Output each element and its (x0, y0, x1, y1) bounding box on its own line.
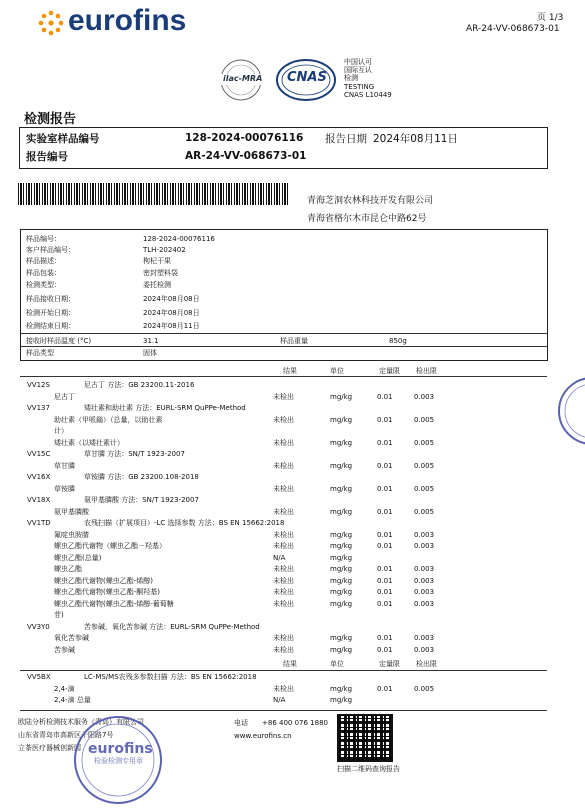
loq-value: 0.01 (377, 542, 393, 550)
footer-phone-label: 电话 (234, 719, 248, 727)
sample-value-8: 2024年08月11日 (143, 322, 200, 330)
result-value: 未检出 (273, 576, 294, 585)
col-result-header-2: 结果 (283, 660, 297, 668)
seal-text: 检验检测专用章 (94, 757, 143, 765)
result-value: N/A (273, 553, 286, 562)
result-value: 未检出 (273, 565, 294, 573)
loq-value: 0.01 (377, 588, 393, 596)
analyte-name: 氟啶虫胺腈 (54, 530, 89, 539)
method-code: VV5BX (27, 673, 51, 681)
loq-value: 0.01 (377, 599, 393, 608)
cert-line-1: 中国认可 (344, 58, 372, 66)
analyte-name: 2,4-滴 总量 (54, 696, 91, 704)
footer-company: 欧陆分析检测技术服务（青岛）有限公司 (18, 718, 144, 726)
report-no-label: 报告编号 (26, 151, 68, 163)
result-value: 未检出 (273, 599, 294, 608)
lod-value: 0.003 (414, 542, 435, 550)
lod-value: 0.005 (414, 507, 435, 516)
method-description: 农残扫描（扩展项目）-LC 选择参数 方法：BS EN 15662:2018 (84, 519, 285, 527)
analyte-name: 氨甲基膦酸 (54, 507, 89, 516)
analyte-name: 螺虫乙酯代谢物（螺虫乙酯－羟基） (54, 542, 166, 550)
lod-value: 0.003 (414, 645, 435, 654)
table-row (0, 508, 585, 519)
unit-value: mg/kg (330, 696, 353, 704)
lod-value: 0.003 (414, 530, 435, 539)
unit-value: mg/kg (330, 576, 353, 585)
method-code: VV1TD (27, 519, 51, 527)
lod-value: 0.003 (414, 599, 435, 608)
cert-line-5: CNAS L10449 (344, 91, 392, 99)
unit-value: mg/kg (330, 484, 353, 493)
table-row (0, 577, 585, 588)
method-description: 氨甲基膦酸 方法：SN/T 1923-2007 (84, 496, 199, 504)
receipt-weight-value: 850g (389, 337, 407, 345)
table-row (0, 519, 585, 530)
report-date-value: 2024年08月11日 (373, 133, 458, 145)
method-description: 苦参碱，氧化苦参碱 方法：EURL-SRM QuPPe-Method (84, 622, 260, 631)
col-unit-header-2: 单位 (330, 660, 344, 668)
table-row (0, 404, 585, 415)
method-description: 尼古丁 方法：GB 23200.11-2016 (84, 381, 195, 389)
sample-value-2: TLH-202402 (143, 246, 186, 254)
result-value: 未检出 (273, 461, 294, 470)
table-row (0, 473, 585, 484)
sample-value-4: 密封塑料袋 (143, 269, 178, 277)
barcode-image (18, 183, 290, 205)
result-value: 未检出 (273, 542, 294, 550)
sample-value-6: 2024年08月08日 (143, 295, 200, 303)
result-value: 未检出 (273, 484, 294, 493)
unit-value: mg/kg (330, 542, 353, 550)
side-seal-fragment-icon (558, 376, 585, 446)
col-lod-header-2: 检出限 (416, 660, 437, 668)
method-code: VV12S (27, 381, 50, 389)
analyte-name: 助壮素（甲哌鎓）（总量，以助壮素 (54, 415, 163, 424)
unit-value: mg/kg (330, 461, 353, 470)
table-row (0, 588, 585, 599)
analyte-name: 草铵膦 (54, 484, 75, 493)
cert-line-2: 国际互认 (344, 66, 372, 74)
method-description: 草甘膦 方法：SN/T 1923-2007 (84, 450, 185, 458)
receipt-temp-label: 接收时样品温度 (°C) (26, 337, 92, 345)
method-code: VV16X (27, 473, 51, 481)
col-result-header: 结果 (283, 367, 297, 375)
result-value: N/A (273, 696, 286, 704)
lab-no-label: 实验室样品编号 (26, 133, 100, 145)
sample-value-1: 128-2024-00076116 (143, 235, 215, 243)
receipt-weight-label: 样品重量 (280, 337, 308, 345)
lod-value: 0.005 (414, 484, 435, 493)
unit-value: mg/kg (330, 645, 353, 654)
receipt-type-label: 样品类型 (26, 349, 54, 357)
table-row (0, 565, 585, 576)
analyte-name: 螺虫乙酯代谢物(螺虫乙酯-烯醇) (54, 576, 153, 585)
page-number: 页 1/3 (537, 13, 564, 23)
col-unit-header: 单位 (330, 367, 344, 375)
sample-value-7: 2024年08月08日 (143, 309, 200, 317)
result-value: 未检出 (273, 684, 294, 693)
loq-value: 0.01 (377, 507, 393, 516)
table-row (0, 462, 585, 473)
lod-value: 0.005 (414, 684, 435, 693)
unit-value: mg/kg (330, 392, 353, 401)
analyte-name: 螺虫乙酯代谢物(螺虫乙酯-酮羟基) (54, 588, 160, 596)
result-value: 未检出 (273, 634, 294, 642)
analyte-name: 草甘膦 (54, 461, 75, 470)
result-value: 未检出 (273, 392, 294, 401)
ilac-label: ilac-MRA (223, 74, 263, 83)
col-loq-header: 定量限 (379, 367, 400, 375)
table-row (0, 600, 585, 611)
lod-value: 0.003 (414, 576, 435, 585)
loq-value: 0.01 (377, 576, 393, 585)
table-row (0, 381, 585, 392)
client-name: 青海芝洞农林科技开发有限公司 (307, 196, 434, 206)
qr-code-image[interactable] (337, 714, 393, 762)
table-row (0, 427, 585, 438)
report-no-value: AR-24-VV-068673-01 (185, 150, 307, 162)
footer-address-1: 山东省青岛市高新区千阳路7号 (18, 731, 114, 739)
loq-value: 0.01 (377, 565, 393, 573)
table-row (0, 542, 585, 553)
analyte-name: 2,4-滴 (54, 684, 75, 693)
sample-label-8: 检测结束日期： (26, 322, 75, 330)
table-row (0, 450, 585, 461)
loq-value: 0.01 (377, 461, 393, 470)
lod-value: 0.005 (414, 461, 435, 470)
loq-value: 0.01 (377, 392, 393, 401)
analyte-name: 尼古丁 (54, 392, 75, 401)
sample-label-3: 样品描述： (26, 257, 61, 265)
table-row (0, 696, 585, 707)
cnas-label: CNAS (287, 70, 327, 85)
qr-caption: 扫描二维码查询报告 (337, 765, 400, 773)
footer-website[interactable]: www.eurofins.cn (234, 732, 292, 740)
unit-value: mg/kg (330, 565, 353, 573)
sample-value-3: 枸杞干果 (143, 257, 171, 265)
table-row (0, 634, 585, 645)
loq-value: 0.01 (377, 684, 393, 693)
analyte-name: 螺虫乙酯 (54, 565, 82, 573)
sample-label-2: 客户样品编号： (26, 246, 75, 254)
sample-value-5: 委托检测 (143, 281, 171, 289)
analyte-name: 螺虫乙酯(总量) (54, 553, 102, 562)
analyte-name: 计） (54, 427, 68, 435)
table-row (0, 531, 585, 542)
sample-label-7: 检测开始日期： (26, 309, 75, 317)
loq-value: 0.01 (377, 438, 393, 447)
lod-value: 0.003 (414, 588, 435, 596)
analyte-name: 苷) (54, 611, 64, 619)
sample-label-5: 检测类型： (26, 281, 61, 289)
lod-value: 0.005 (414, 415, 435, 424)
eurofins-logo-icon (38, 10, 64, 36)
loq-value: 0.01 (377, 415, 393, 424)
cert-line-3: 检测 (344, 74, 358, 82)
method-description: 矮壮素和助壮素 方法：EURL-SRM QuPPe-Method (84, 404, 246, 412)
analyte-name: 螺虫乙酯代谢物(螺虫乙酯-烯醇-葡萄糖 (54, 599, 174, 608)
method-description: LC-MS/MS农残多参数扫描 方法：BS EN 15662:2018 (84, 673, 257, 681)
unit-value: mg/kg (330, 684, 353, 693)
unit-value: mg/kg (330, 553, 353, 562)
table-row (0, 496, 585, 507)
method-description: 草铵膦 方法：GB 23200.108-2018 (84, 473, 199, 481)
method-code: VV137 (27, 404, 50, 412)
unit-value: mg/kg (330, 415, 353, 424)
brand-logo-text: eurofins (68, 4, 187, 37)
lab-no-value: 128-2024-00076116 (185, 132, 304, 144)
sample-label-4: 样品包装： (26, 269, 61, 277)
result-value: 未检出 (273, 507, 294, 516)
unit-value: mg/kg (330, 507, 353, 516)
table-row (0, 485, 585, 496)
result-value: 未检出 (273, 438, 294, 447)
lod-value: 0.003 (414, 634, 435, 642)
doc-number-header: AR-24-VV-068673-01 (466, 24, 560, 34)
cert-line-4: TESTING (344, 83, 375, 91)
method-code: VV3Y0 (27, 622, 50, 631)
lod-value: 0.003 (414, 565, 435, 573)
analyte-name: 矮壮素（以矮壮素计） (54, 438, 124, 447)
receipt-temp-value: 31.1 (143, 337, 159, 345)
client-address: 青海省格尔木市昆仑中路62号 (307, 214, 427, 224)
unit-value: mg/kg (330, 438, 353, 447)
report-date-label: 报告日期 (325, 133, 367, 145)
col-lod-header: 检出限 (416, 367, 437, 375)
analyte-name: 苦参碱 (54, 645, 75, 654)
table-row (0, 646, 585, 657)
table-row (0, 611, 585, 622)
table-row (0, 673, 585, 684)
report-title: 检测报告 (24, 112, 77, 127)
unit-value: mg/kg (330, 588, 353, 596)
analyte-name: 氧化苦参碱 (54, 634, 89, 642)
loq-value: 0.01 (377, 634, 393, 642)
footer-phone: +86 400 076 1880 (262, 719, 328, 727)
result-value: 未检出 (273, 645, 294, 654)
table-row (0, 393, 585, 404)
loq-value: 0.01 (377, 530, 393, 539)
table-row (0, 685, 585, 696)
unit-value: mg/kg (330, 634, 353, 642)
table-row (0, 439, 585, 450)
table-row (0, 554, 585, 565)
unit-value: mg/kg (330, 530, 353, 539)
lod-value: 0.005 (414, 438, 435, 447)
sample-label-6: 样品接收日期： (26, 295, 75, 303)
table-row (0, 416, 585, 427)
method-code: VV15C (27, 450, 51, 458)
loq-value: 0.01 (377, 484, 393, 493)
result-value: 未检出 (273, 588, 294, 596)
sample-label-1: 样品编号： (26, 235, 61, 243)
receipt-type-value: 固体 (143, 349, 157, 357)
loq-value: 0.01 (377, 645, 393, 654)
seal-brand-text: eurofins (88, 741, 153, 757)
table-row (0, 623, 585, 634)
col-loq-header-2: 定量限 (379, 660, 400, 668)
result-value: 未检出 (273, 415, 294, 424)
lod-value: 0.003 (414, 392, 435, 401)
result-value: 未检出 (273, 530, 294, 539)
method-code: VV18X (27, 496, 51, 504)
unit-value: mg/kg (330, 599, 353, 608)
footer-address-2: 立茶医疗器械创新园 (18, 744, 81, 752)
